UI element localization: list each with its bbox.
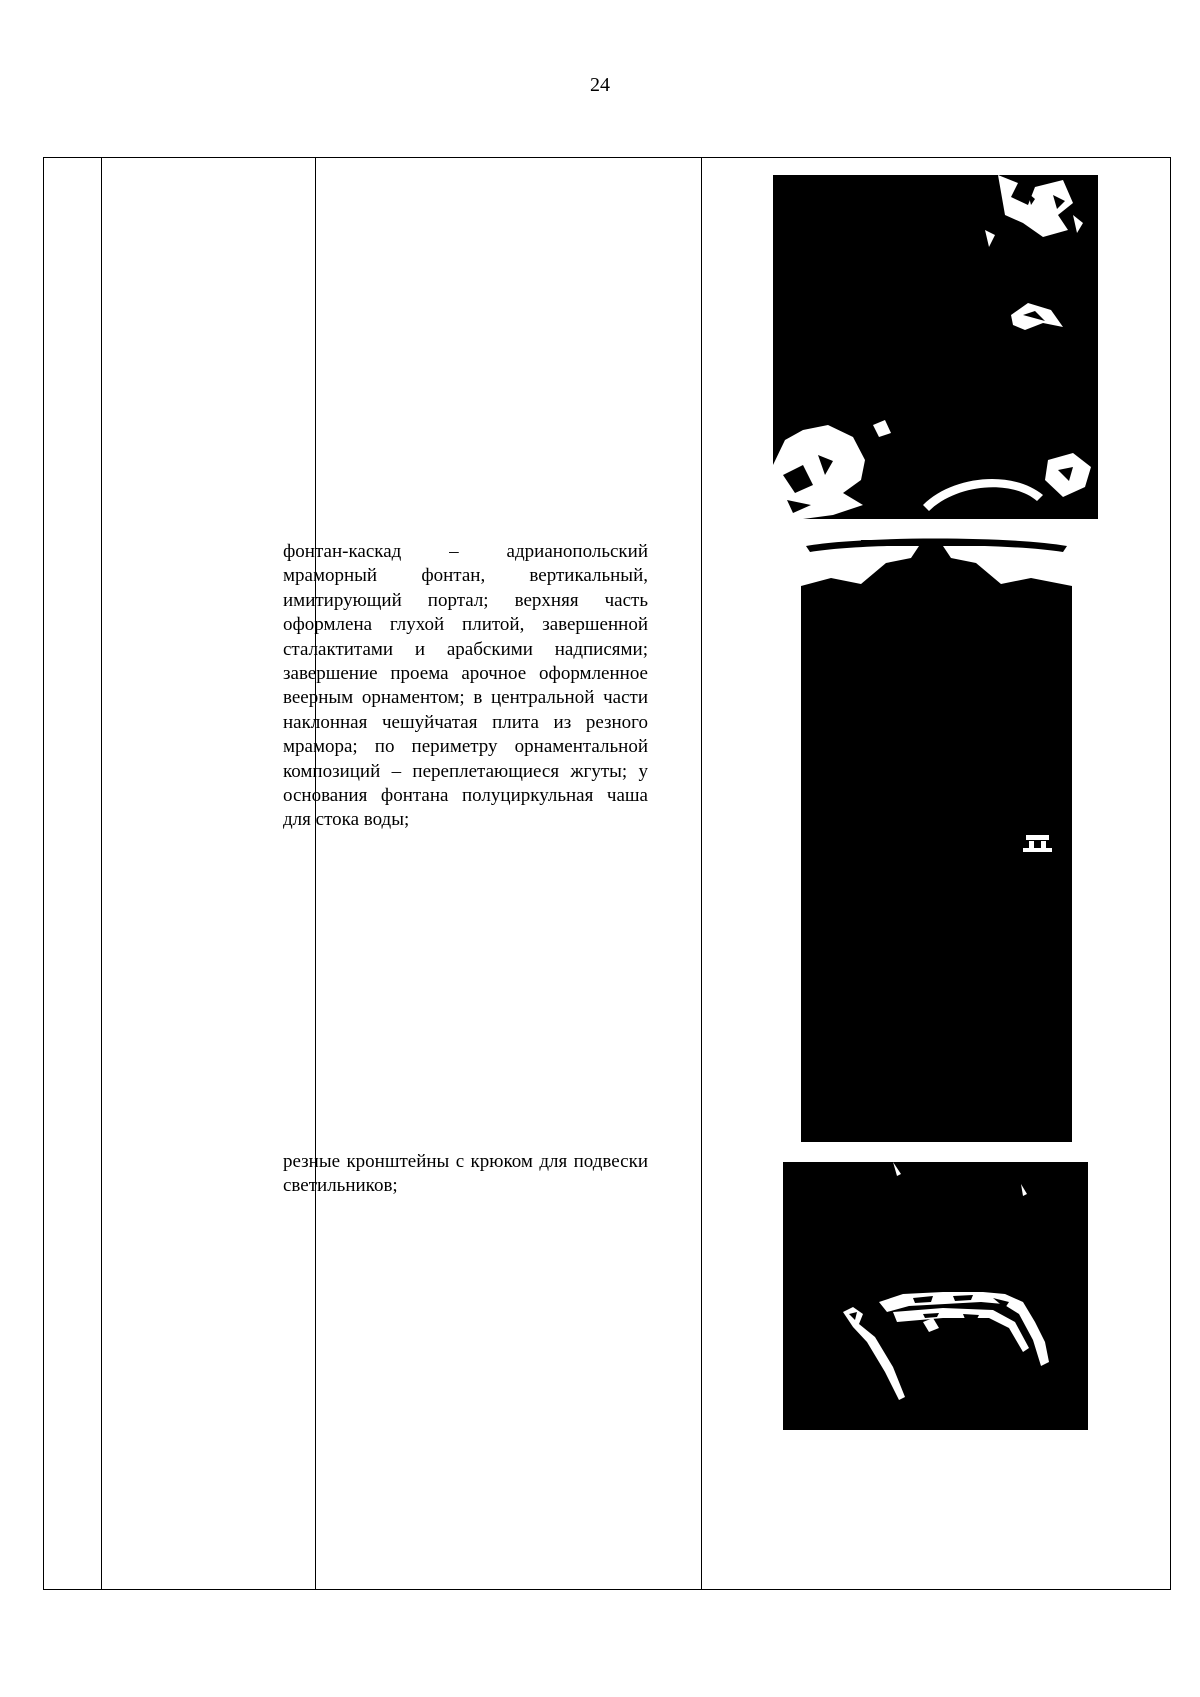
column-divider-1 (101, 158, 102, 1589)
document-table (43, 157, 1171, 1590)
photo-carved-brackets (783, 1162, 1088, 1430)
row-description: резные кронштейны с крюком для подвески светильников; (283, 1151, 648, 1197)
page-number: 24 (590, 74, 610, 96)
row-description: фонтан-каскад – адрианопольский мраморный фонтан, вертикальный, имитирующий портал; верхняя часть оформлена глухой плитой, завершенной сталактитами и арабскими надписями; завершение проема арочное оформленное веерным орнаментом; в центральной части наклонная чешуйчатая плита из резного мрамора; по периметру орнаментальной композиций – переплетающиеся жгуты; у основания фонтана полуциркульная чаша для стока воды; (283, 541, 648, 831)
column-divider-3 (701, 158, 702, 1589)
photo-fountain-cascade (801, 538, 1072, 1142)
column-divider-2 (315, 158, 316, 1589)
photo-interior-dome (773, 175, 1098, 519)
